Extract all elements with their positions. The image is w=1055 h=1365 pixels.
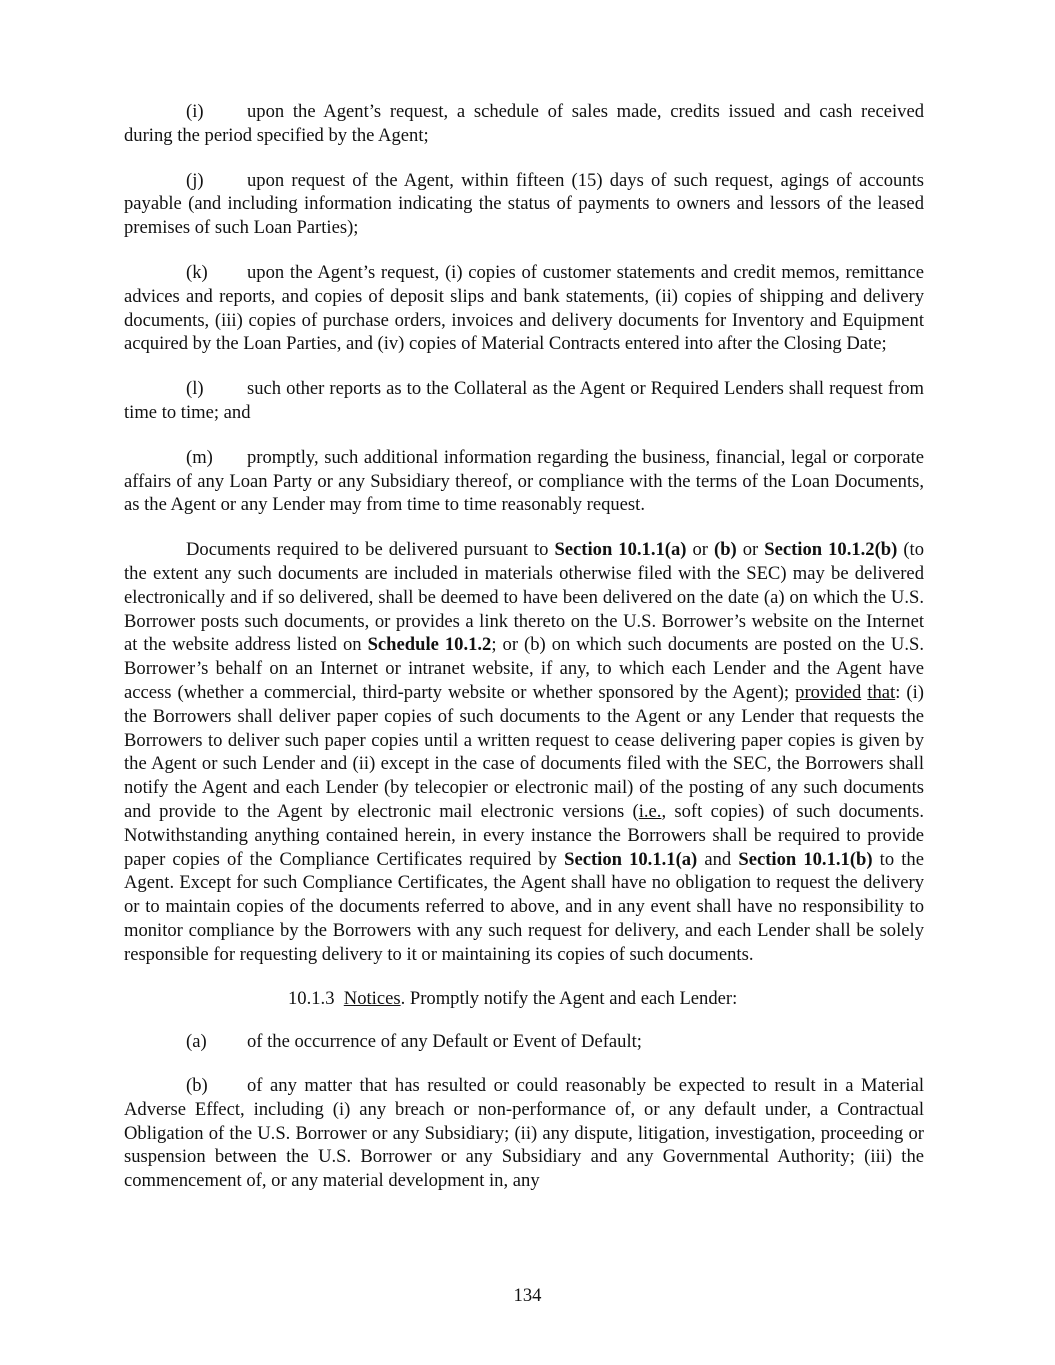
text-run: or xyxy=(736,539,765,561)
item-text: upon the Agent’s request, a schedule of sales made, credits issued and cash received during the period specified by the Agent; xyxy=(124,101,924,146)
item-text: upon the Agent’s request, (i) copies of customer statements and credit memos, remittance advices and reports, and copies of deposit slips and bank statements, (ii) copies of shipping and delivery documents, (iii) copies of purchase orders, invoices and delivery documents for Inventory and Equipment acquired by the Loan Parties, and (iv) copies of Material Contracts entered into after the Closing Date; xyxy=(124,261,924,355)
text-run: and xyxy=(697,848,739,870)
item-label: (j) xyxy=(186,169,204,191)
section-number: 10.1.3 xyxy=(288,987,335,1009)
page-number: 134 xyxy=(513,1285,542,1306)
text-run: : (i) the Borrowers shall deliver paper copies of such documents to the Agent or any Lender that requests the Borrowers to deliver such paper copies until a written request to cease delivering paper copies is given by the Agent or such Lender and (ii) except in the case of documents filed with the SEC, the Borrowers shall notify the Agent and each Lender (by telecopier or electronic mail) of the posting of any such documents and provide to the Agent by electronic mail electronic versions ( xyxy=(124,681,924,822)
heading-text: . Promptly notify the Agent and each Lender: xyxy=(400,987,738,1009)
item-label: (k) xyxy=(186,261,208,283)
document-page xyxy=(124,100,924,1193)
section-reference: Section 10.1.2(b) xyxy=(764,539,898,561)
notices-heading xyxy=(124,987,924,1011)
list-item xyxy=(124,446,924,517)
text-run: ; or (b) on which such documents are posted on the U.S. Borrower’s behalf on an Internet or intranet website, if any, to which each Lender and the Agent have access (whether a commercial, third-party website or whether sponsored by the Agent); xyxy=(124,634,924,703)
text-run: Documents required to be delivered pursuant to xyxy=(186,539,555,561)
list-item xyxy=(124,261,924,356)
section-reference: Section 10.1.1(a) xyxy=(554,539,687,561)
section-reference: Section 10.1.1(a) xyxy=(564,848,698,870)
schedule-reference: Schedule 10.1.2 xyxy=(367,634,492,656)
text-run: (to the extent any such documents are included in materials otherwise filed with the SEC) may be delivered electronically and if so delivered, shall be deemed to have been delivered on the date (a) on which the U.S. Borrower posts such documents, or provides a link thereto on the U.S. Borrower’s website on the Internet at the website address listed on xyxy=(124,539,925,656)
underlined-term: that xyxy=(867,681,896,703)
item-text: upon request of the Agent, within fifteen (15) days of such request, agings of accounts payable (and including information indicating the status of payments to owners and lessors of the leased premises of such Loan Parties); xyxy=(124,169,924,239)
item-label: (a) xyxy=(186,1031,207,1053)
item-text: promptly, such additional information regarding the business, financial, legal or corporate affairs of any Loan Party or any Subsidiary thereof, or compliance with the terms of the Loan Documents, as the Agent or any Lender may from time to time reasonably request. xyxy=(124,446,924,516)
item-text: such other reports as to the Collateral as the Agent or Required Lenders shall request from time to time; and xyxy=(124,378,924,423)
text-run: or xyxy=(686,539,714,561)
item-label: (l) xyxy=(186,378,204,400)
item-label: (b) xyxy=(186,1075,208,1097)
list-item xyxy=(124,169,924,240)
section-reference: (b) xyxy=(714,539,737,561)
list-item xyxy=(124,100,924,148)
section-reference: Section 10.1.1(b) xyxy=(738,848,873,870)
list-item xyxy=(124,377,924,425)
list-item xyxy=(124,1030,924,1054)
underlined-term: provided xyxy=(795,681,862,703)
item-text: of any matter that has resulted or could reasonably be expected to result in a Material Adverse Effect, including (i) any breach or non-performance of, or any default under, a Contractual Obligation of the U.S. Borrower or any Subsidiary; (ii) any dispute, litigation, investigation, proceeding or suspension between the U.S. Borrower or any Subsidiary and any Governmental Authority; (iii) the commencement of, or any material development in, any xyxy=(124,1075,924,1192)
documents-paragraph xyxy=(124,538,924,966)
item-label: (i) xyxy=(186,101,204,122)
item-label: (m) xyxy=(186,446,213,468)
section-title: Notices xyxy=(343,987,401,1009)
underlined-term: i.e. xyxy=(638,800,662,822)
text-run: , soft copies) of such documents. Notwithstanding anything contained herein, in every instance the Borrowers shall be required to provide paper copies of the Compliance Certificates required by xyxy=(124,800,924,870)
list-item xyxy=(124,1074,924,1193)
item-text: of the occurrence of any Default or Event of Default; xyxy=(247,1031,642,1053)
text-run: to the Agent. Except for such Compliance Certificates, the Agent shall have no obligation to request the delivery or to maintain copies of the documents referred to above, and in any event shall have no responsibility to monitor compliance by the Borrowers with any such request for delivery, and each Lender shall be solely responsible for requesting delivery to it or maintaining its copies of such documents. xyxy=(124,848,924,965)
